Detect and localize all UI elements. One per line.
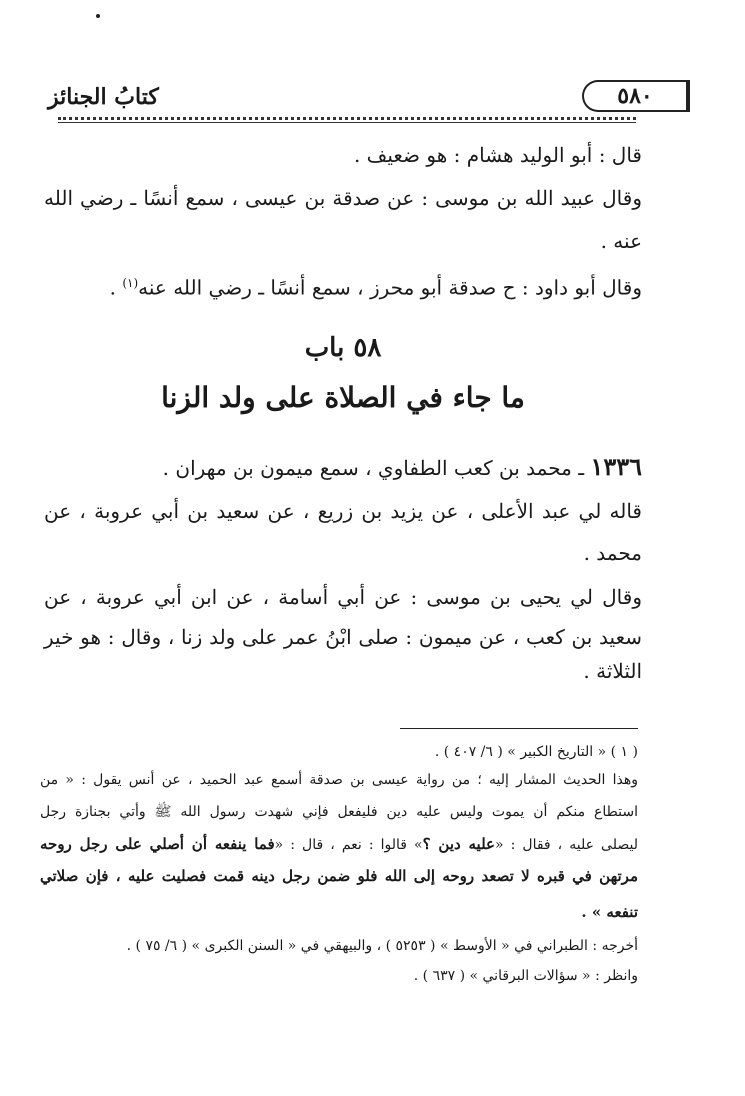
hadith-number: ١٣٣٦ bbox=[590, 452, 642, 481]
footnote-line-4-mid: » قالوا : نعم ، قال : « bbox=[274, 837, 423, 853]
footnote-line-4-b2: فما ينفعه أن أصلي على رجل روحه bbox=[40, 835, 275, 853]
ink-dot bbox=[96, 14, 100, 18]
text-line-10: الثلاثة . bbox=[583, 659, 642, 683]
chapter-number: ٥٨ باب bbox=[304, 333, 382, 363]
text-line-9: سعيد بن كعب ، عن ميمون : صلى ابْنُ عمر على ولد زنا ، وقال : هو خير bbox=[44, 625, 642, 649]
header-divider bbox=[58, 117, 636, 120]
footnote-line-3: استطاع منكم أن يموت وليس عليه دين فليفعل فإني شهدت رسول الله ﷺ وأتي بجنازة رجل bbox=[40, 804, 638, 820]
text-line-4-main: وقال أبو داود : ح صدقة أبو محرز ، سمع أنسًا ـ رضي الله عنه bbox=[138, 275, 642, 300]
footnote-divider bbox=[400, 728, 638, 729]
page-number: ٥٨٠ bbox=[582, 80, 690, 112]
footnote-line-2: وهذا الحديث المشار إليه ؛ من رواية عيسى بن صدقة أسمع عبد الحميد ، عن أنس يقول : « من bbox=[40, 772, 638, 788]
footnote-line-4-a: ليصلى عليه ، فقال : « bbox=[495, 837, 638, 853]
footnote-line-7: أخرجه : الطبراني في « الأوسط » ( ٥٢٥٣ ) ، والبيهقي في « السنن الكبرى » ( ٦/ ٧٥ ) . bbox=[126, 938, 638, 954]
header-divider-line bbox=[58, 122, 636, 123]
text-line-7: محمد . bbox=[583, 541, 642, 565]
text-line-8: وقال لي يحيى بن موسى : عن أبي أسامة ، عن ابن أبي عروبة ، عن bbox=[44, 585, 642, 609]
hadith-narrator: ـ محمد بن كعب الطفاوي ، سمع ميمون بن مهران . bbox=[162, 456, 591, 480]
hadith-heading bbox=[44, 452, 642, 483]
footnote-line-6: تنفعه » . bbox=[581, 903, 638, 921]
page-header bbox=[48, 78, 653, 118]
text-line-6: قاله لي عبد الأعلى ، عن يزيد بن زريع ، عن سعيد بن أبي عروبة ، عن bbox=[44, 499, 642, 523]
text-line-1: قال : أبو الوليد هشام : هو ضعيف . bbox=[353, 143, 642, 167]
chapter-title: ما جاء في الصلاة على ولد الزنا bbox=[161, 381, 525, 414]
book-title: كتابُ الجنائز bbox=[48, 84, 159, 110]
footnote-line-5: مرتهن في قبره لا تصعد روحه إلى الله فلو ضمن رجل دينه قمت فصليت عليه ، فإن صلاتي bbox=[40, 867, 638, 885]
text-line-4-end: . bbox=[109, 275, 123, 300]
text-line-4 bbox=[44, 268, 642, 303]
text-line-2: وقال عبيد الله بن موسى : عن صدقة بن عيسى ، سمع أنسًا ـ رضي الله bbox=[44, 186, 642, 210]
footnote-ref-1: (١) bbox=[122, 276, 139, 290]
footnote-line-8: وانظر : « سؤالات البرقاني » ( ٦٣٧ ) . bbox=[413, 968, 638, 984]
footnote-line-4-b1: عليه دين ؟ bbox=[422, 835, 495, 853]
footnote-1: ( ١ ) « التاريخ الكبير » ( ٦/ ٤٠٧ ) . bbox=[434, 744, 638, 760]
footnote-line-4 bbox=[40, 830, 638, 859]
text-line-3: عنه . bbox=[600, 229, 642, 253]
